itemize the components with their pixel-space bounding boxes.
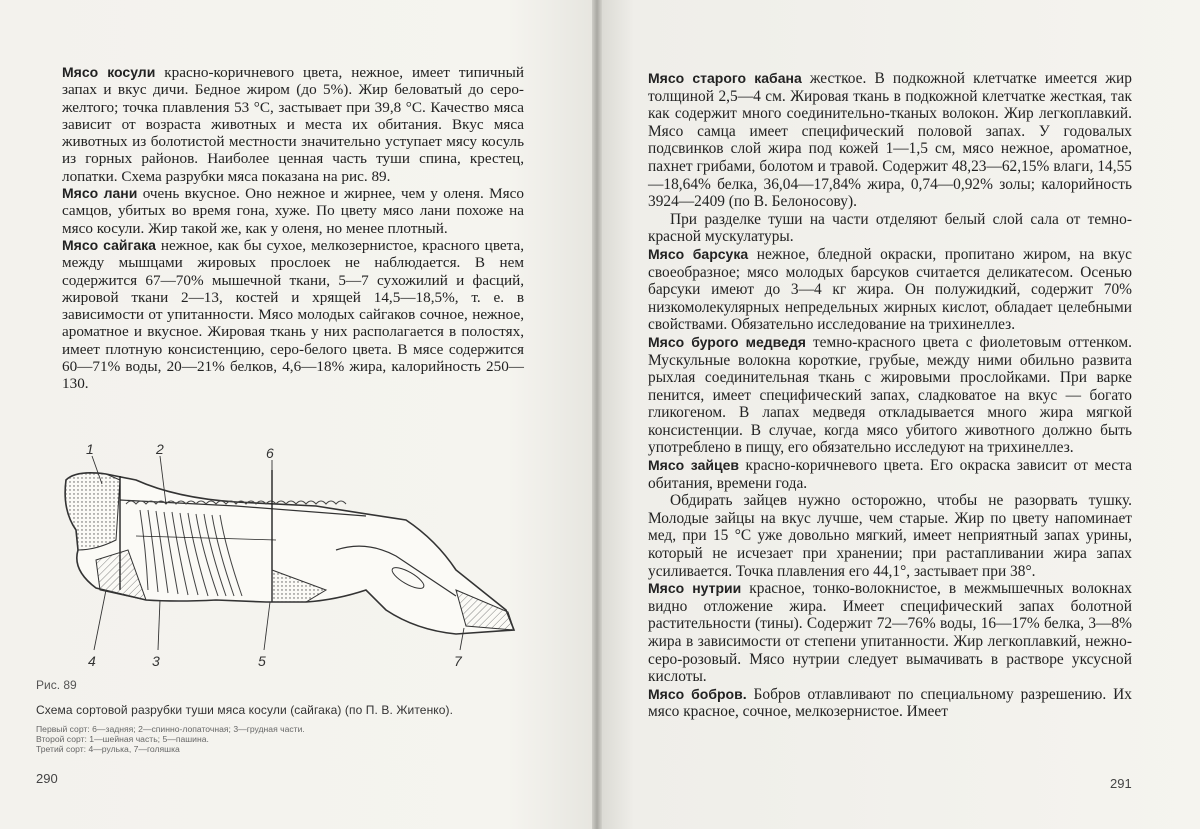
callout-number: 2	[156, 441, 164, 457]
left-page-text	[62, 64, 524, 393]
paragraph-heading: Мясо косули	[62, 64, 156, 80]
page-number-left: 290	[36, 771, 58, 786]
paragraph-old-boar	[648, 70, 1132, 211]
paragraph-boar-cutting	[648, 211, 1132, 246]
paragraph-heading: Мясо нутрии	[648, 580, 742, 597]
carcass-cutting-diagram	[36, 440, 536, 680]
paragraph-body: нежное, бледной окраски, пропитано жиром, на вкус своеобразное; мясо молодых барсуков считается деликатесом. Осенью барсуки имеют до 3—4 кг жира. Он полужидкий, содержит 70% низкомолекулярных непредельных жирных кислот, обладает целебными свойствами. Обязательно исследование на трихинеллез.	[648, 245, 1132, 334]
figure-caption: Схема сортовой разрубки туши мяса косули (сайгака) (по П. В. Житенко).	[36, 703, 454, 717]
paragraph-heading: Мясо старого кабана	[648, 70, 802, 86]
paragraph-beaver	[648, 686, 1132, 721]
callout-number: 6	[266, 445, 274, 461]
callout-number: 7	[454, 653, 462, 669]
page-number-right: 291	[1110, 776, 1132, 791]
paragraph-brown-bear	[648, 334, 1132, 457]
paragraph-heading: Мясо бурого медведя	[648, 333, 806, 350]
paragraph-fallow-deer	[62, 185, 524, 237]
paragraph-saiga	[62, 237, 524, 393]
paragraph-heading: Мясо бобров.	[648, 685, 747, 702]
callout-number: 3	[152, 653, 160, 669]
paragraph-body: При разделке туши на части отделяют белый слой сала от темно-красной мускулатуры.	[648, 210, 1132, 246]
paragraph-body: Обдирать зайцев нужно осторожно, чтобы не разорвать тушку. Молодые зайцы на вкус лучше, чем старые. Жир по цвету напоминает мед, при 15 °С уже довольно мягкий, имеет неприятный запах урины, который не исчезает при хранении; при растапливании жира запах усиливается. Точка плавления его 44,1°, застывает при 38°.	[648, 492, 1132, 580]
paragraph-hare	[648, 457, 1132, 492]
carcass-outline	[65, 473, 514, 634]
paragraph-heading: Мясо зайцев	[648, 457, 739, 474]
paragraph-body: темно-красного цвета с фиолетовым оттенком. Мускульные волокна короткие, грубые, между ними обильно развита рыхлая соединительная ткань с жировыми прослойками. При варке пенится, имеет специфический запах, сладковатое на вкус — богато гликогеном. В лапах медведя откладывается много жира мягкой консистенции. В случае, когда мясо убитого животного должно быть употреблено в пищу, его обязательно исследуют на трихинеллез.	[648, 333, 1133, 457]
paragraph-heading: Мясо барсука	[648, 245, 749, 262]
paragraph-body: красно-коричневого цвета. Его окраска зависит от места обитания, времени года.	[648, 457, 1132, 492]
cut-region-neck	[65, 473, 120, 550]
paragraph-body: жесткое. В подкожной клетчатке имеется жир толщиной 2,5—4 см. Жировая ткань в подкожной клетчатке жесткая, так как содержит много соединительно-тканых волокон. Жир легкоплавкий. Мясо самца имеет специфический половой запах. У годовалых подсвинков слой жира под кожей 1—1,5 см, мясо нежное, ароматное, пахнет грибами, болотом и травой. Содержит 48,23—62,15% влаги, 14,55—18,64% белка, 36,04—17,84% жира, 0,74—0,92% золы; калорийность 3924—2409 (по В. Белоносову).	[648, 70, 1132, 211]
paragraph-body: Бобров отлавливают по специальному разрешению. Их мясо красное, сочное, мелкозернистое. Имеет	[648, 685, 1132, 721]
callout-number: 1	[86, 441, 94, 457]
callout-number: 5	[258, 653, 266, 669]
paragraph-body: очень вкусное. Оно нежное и жирнее, чем у оленя. Мясо самцов, убитых во время гона, хуже. По цвету мясо лани похоже на мясо косули. Жир такой же, как у оленя, но менее плотный.	[62, 185, 524, 237]
paragraph-hare-skinning	[648, 492, 1132, 580]
paragraph-roe-deer	[62, 64, 524, 185]
paragraph-heading: Мясо сайгака	[62, 236, 156, 253]
paragraph-badger	[648, 246, 1132, 334]
figure-notes	[36, 724, 516, 754]
right-page-text	[648, 70, 1132, 721]
paragraph-body: нежное, как бы сухое, мелкозернистое, красного цвета, между мышцами жировых прослоек не наблюдается. В нем содержится 67—70% мышечной ткани, 5—7 сухожилий и фасций, жировой ткани 2—13, костей и хрящей 14,5—18,5%, т. е. в зависимости от упитанности. Мясо молодых сайгаков сочное, нежное, ароматное и вкусное. Жировая ткань у них располагается в полостях, имеет плотную консистенцию, серо-белого цвета. В мясе содержится 60—71% воды, 20—21% белков, 4,6—18% жира, калорийность 250—130.	[62, 236, 524, 393]
paragraph-body: красно-коричневого цвета, нежное, имеет типичный запах и вкус дичи. Бедное жиром (до 5%). Жир беловатый до серо-желтого; точка плавления 53 °С, застывает при 39,8 °С. Качество мяса зависит от возраста животных и места их обитания. Вкус мяса животных из болотистой местности значительно уступает мясу косуль из горных районов. Наиболее ценная часть туши спина, крестец, лопатки. Схема разрубки мяса показана на рис. 89.	[62, 64, 524, 185]
figure-note: Третий сорт: 4—рулька, 7—голяшка	[36, 744, 180, 754]
paragraph-heading: Мясо лани	[62, 185, 138, 202]
figure-label: Рис. 89	[36, 678, 77, 692]
carcass-illustration	[36, 440, 536, 680]
callout-number: 4	[88, 653, 96, 669]
book-gutter	[592, 0, 602, 829]
paragraph-nutria	[648, 580, 1132, 686]
paragraph-body: красное, тонко-волокнистое, в межмышечных волокнах видно отложение жира. Имеет специфический запах болотной растительности (тины). Содержит 72—76% воды, 16—17% белка, 3—8% жира в зависимости от степени упитанности. Жир легкоплавкий, нежно-серо-розовый. Мясо нутрии следует вымачивать в растворе уксусной кислоты.	[648, 580, 1132, 686]
figure-note: Первый сорт: 6—задняя; 2—спинно-лопаточная; 3—грудная части.	[36, 724, 305, 734]
figure-note: Второй сорт: 1—шейная часть; 5—пашина.	[36, 734, 209, 744]
